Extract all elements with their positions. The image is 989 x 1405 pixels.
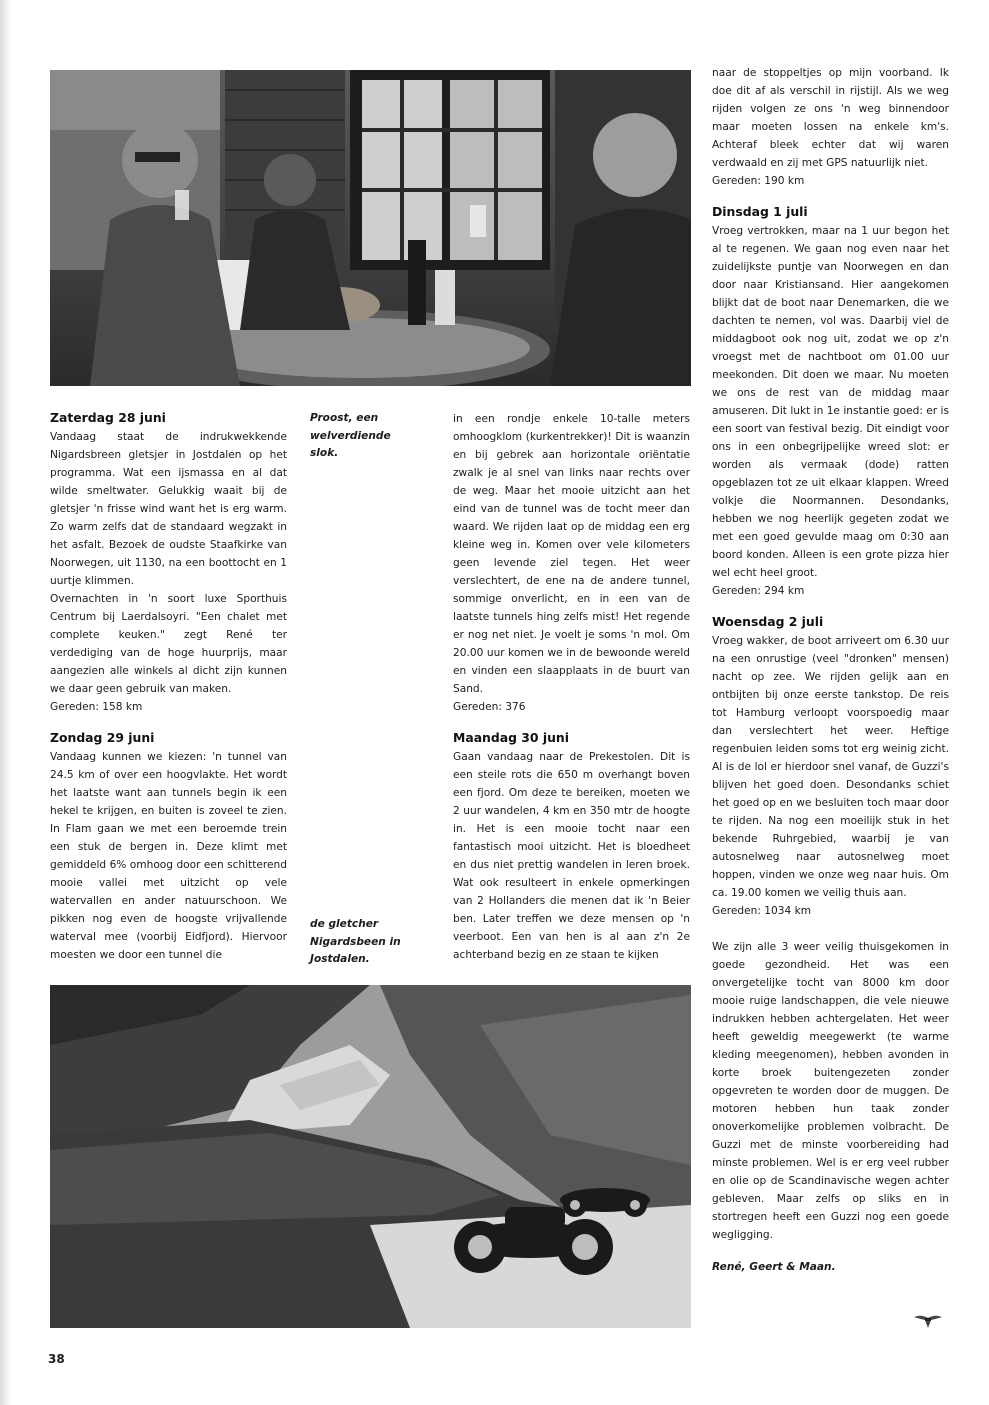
page-number: 38: [48, 1352, 65, 1366]
paragraph-zaterdag-2: Overnachten in 'n soort luxe Sporthuis Centrum bij Laerdalsoyri. "Een chalet met complete keuken." zegt René ter verdediging van de hoge huurprijs, maar aangezien alle winkels al dicht zijn kunnen we daar geen gebruik van maken.: [50, 593, 287, 695]
photo-glacier-motorcycles: [50, 985, 691, 1328]
column-1: [50, 408, 287, 964]
page-edge-shadow: [0, 0, 12, 1405]
gereden-maandag: Gereden: 190 km: [712, 175, 805, 187]
paragraph-zondag: Vandaag kunnen we kiezen: 'n tunnel van 24.5 km of over een hoogvlakte. Het wordt het laatste want aan tunnels begin ik een hekel te krijgen, en buiten is zoveel te zien. In Flam gaan we met een beroemde trein een stuk de bergen in. Deze klimt met gemiddeld 6% omhoog door een schitterend mooie vallei met uitzicht op vele watervallen en ander natuurschoon. We pikken nog even de hoogste vrijvallende waterval mee (voorbij Eidfjord). Hiervoor moesten we door een tunnel die: [50, 751, 287, 961]
gereden-zaterdag: Gereden: 158 km: [50, 701, 143, 713]
gereden-dinsdag: Gereden: 294 km: [712, 585, 805, 597]
moto-guzzi-eagle-icon: [913, 1312, 943, 1330]
gereden-woensdag: Gereden: 1034 km: [712, 905, 812, 917]
photo-toast-veranda: [50, 70, 691, 386]
column-4: [712, 64, 949, 1276]
heading-zaterdag: Zaterdag 28 juni: [50, 410, 166, 425]
paragraph-woensdag: Vroeg wakker, de boot arriveert om 6.30 uur na een onrustige (veel "dronken" mensen) nacht op zee. We rijden gelijk aan en ontbijten bij onze eerste tankstop. De reis tot Hamburg verloopt voorspoedig maar dan verslechtert het weer. Heftige regenbuien leiden soms tot erg weinig zicht. Al is de lol er hierdoor snel vanaf, de Guzzi's blijven het goed doen. Desondanks schiet het goed op en we besluiten toch maar door te rijden. Na nog een moeilijk stuk in het bekende Ruhrgebied, waarbij je van autosnelweg naar autosnelweg moet hoppen, vinden we onze weg naar huis. Om ca. 19.00 komen we veilig thuis aan.: [712, 635, 949, 899]
signature: René, Geert & Maan.: [712, 1261, 836, 1273]
heading-woensdag: Woensdag 2 juli: [712, 614, 824, 629]
paragraph-maandag: Gaan vandaag naar de Prekestolen. Dit is een steile rots die 650 m overhangt boven een fjord. Om deze te bereiken, moeten we 2 uur wandelen, 4 km en 350 mtr de hoogte in. Het is een mooie tocht naar een fantastisch mooi uitzicht. Het is bloedheet en dus niet prettig wandelen in leren broek. Wat ook resulteert in enkele opmerkingen van 2 Hollanders die menen dat ik 'n Beier ben. Later treffen we deze mensen op 'n veerboot. Een van hen is al aan z'n 2e achterband bezig en ze staan te kijken: [453, 751, 690, 961]
paragraph-zaterdag-1: Vandaag staat de indrukwekkende Nigardsbreen gletsjer in Jostdalen op het programma. Wat een ijsmassa en al dat wilde smeltwater. Gelukkig waait bij de gletsjer 'n frisse wind want het is erg warm. Zo warm zelfs dat de standaard wegzakt in het asfalt. Bezoek de oudste Staafkirke van Noorwegen, uit 1130, na een boottocht en 1 uurtje klimmen.: [50, 431, 287, 587]
paragraph-zondag-continued: in een rondje enkele 10-talle meters omhoogklom (kurkentrekker)! Dit is waanzin en bij gebrek aan horizontale oriëntatie zwalk je al snel van links naar rechts over de weg. Maar het mooie uitzicht aan het eind van de tunnel was de tocht meer dan waard. We rijden laat op de middag een erg kleine weg in. Komen over vele kilometers geen levende ziel tegen. Het weer verslechtert, de ene na de andere tunnel, sommige onverlicht, en in een van de laatste tunnels hing zelfs mist! Het regende er nog net niet. Je voelt je soms 'n mol. Om 20.00 uur komen we in de bewoonde wereld en vinden een slaapplaats in de buurt van Sand.: [453, 413, 690, 695]
paragraph-maandag-continued: naar de stoppeltjes op mijn voorband. Ik doe dit af als verschil in rijstijl. Als we weg rijden volgen ze ons 'n weg binnendoor maar moeten lossen na enkele km's. Achteraf bleek echter dat wij waren verdwaald en zij met GPS natuurlijk niet.: [712, 67, 949, 169]
heading-maandag: Maandag 30 juni: [453, 730, 569, 745]
heading-zondag: Zondag 29 juni: [50, 730, 155, 745]
caption-gletcher: de gletcher Nigardsbeen in Jostdalen.: [310, 918, 401, 965]
paragraph-dinsdag: Vroeg vertrokken, maar na 1 uur begon het al te regenen. We gaan nog even naar het zuidelijkste puntje van Noorwegen en dan door naar Kristiansand. Hier aangekomen blijkt dat de boot naar Denemarken, die we dachten te nemen, vol was. Daarbij viel de middagboot ook nog uit, zodat we op z'n vroegst met de nachtboot om 01.00 uur meekonden. Dit doen we maar. Nu moeten we ons de rest van de middag maar amuseren. Dit lukt in 1e instantie goed: er is een soort van festival bezig. Dit eindigt voor ons in een onbegrijpelijke wreed slot: er worden als vermaak (dode) ratten opgeblazen tot ze uit elkaar klappen. Wreed volkje die Noormannen. Desondanks, hebben we nog heerlijk gegeten zodat we met een goed gevulde maag om 0:30 aan boord konden. Alleen is een grote pizza hier wel echt heel groot.: [712, 225, 949, 579]
column-3: [453, 410, 690, 964]
caption-proost: Proost, een welverdiende slok.: [310, 412, 391, 459]
heading-dinsdag: Dinsdag 1 juli: [712, 204, 808, 219]
paragraph-slot: We zijn alle 3 weer veilig thuisgekomen in goede gezondheid. Het was een onvergetelijke tocht van 8000 km door mooie ruige landschappen, die vele nieuwe indrukken hebben achtergelaten. Het weer heeft geweldig meegewerkt (te warme kleding meegenomen), hebben avonden in korte broek buitengezeten zonder opgevreten te worden door de muggen. De motoren hebben hun taak zonder onoverkomelijke problemen volbracht. De Guzzi met de minste voorbereiding had minste problemen. Wel is er erg veel rubber en olie op de Scandinavische wegen achter gebleven. Maar zelfs op sliks en in stortregen heeft een Guzzi nog een goede wegligging.: [712, 941, 949, 1241]
gereden-zondag: Gereden: 376: [453, 701, 526, 713]
